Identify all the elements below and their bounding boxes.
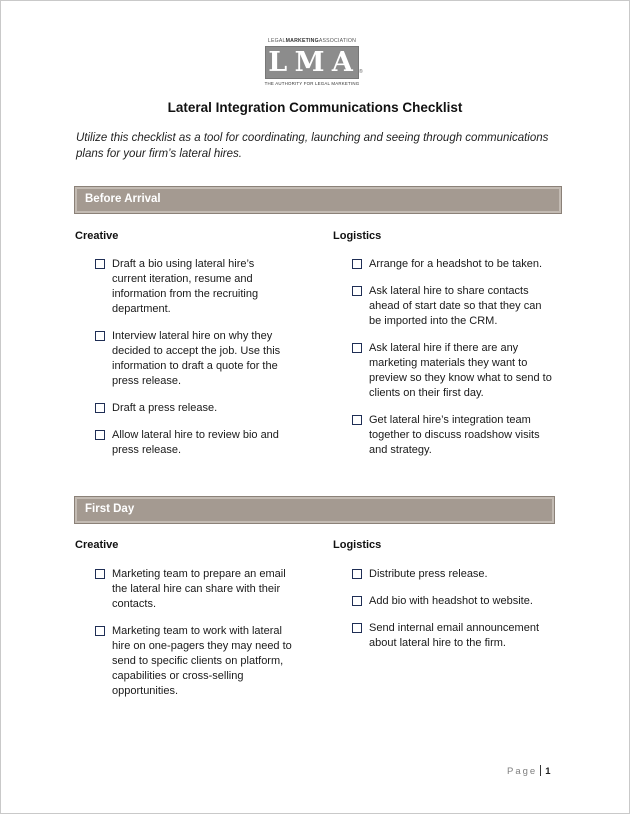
checkbox[interactable] bbox=[95, 331, 105, 341]
page-number: 1 bbox=[545, 766, 551, 777]
checklist-item-label: Arrange for a headshot to be taken. bbox=[369, 258, 543, 270]
checklist-item bbox=[95, 401, 285, 416]
checkbox[interactable] bbox=[352, 286, 362, 296]
logo-tagline-top: LEGALMARKETINGASSOCIATION bbox=[267, 38, 357, 44]
checklist-item bbox=[95, 567, 295, 612]
checkbox[interactable] bbox=[352, 343, 362, 353]
checklist-item bbox=[352, 621, 552, 651]
checklist-item bbox=[352, 413, 552, 458]
checklist-item bbox=[352, 284, 552, 329]
logo-letters bbox=[265, 47, 357, 77]
page-label: Page bbox=[507, 766, 538, 777]
document-title: Lateral Integration Communications Checklist bbox=[167, 100, 463, 115]
checklist-item bbox=[352, 341, 552, 401]
section-heading-first-day bbox=[74, 496, 555, 524]
checklist-item bbox=[352, 567, 552, 582]
checkbox[interactable] bbox=[95, 259, 105, 269]
column-heading-logistics: Logistics bbox=[333, 539, 382, 551]
checklist-first-day-logistics bbox=[352, 567, 552, 651]
checklist-item-label: Draft a bio using lateral hire’s current iteration, resume and information from the recruiting department. bbox=[112, 258, 259, 315]
checklist-item bbox=[95, 428, 285, 458]
checklist-item bbox=[95, 624, 295, 699]
checkbox[interactable] bbox=[352, 596, 362, 606]
checklist-item bbox=[352, 594, 552, 609]
checkbox[interactable] bbox=[352, 259, 362, 269]
checklist-item-label: Draft a press release. bbox=[112, 402, 218, 414]
checklist-item bbox=[95, 257, 285, 317]
logo-letter-a: A bbox=[331, 46, 354, 78]
checklist-first-day-creative bbox=[95, 567, 295, 699]
checkbox[interactable] bbox=[95, 430, 105, 440]
section-heading-label: First Day bbox=[85, 503, 135, 515]
page-footer bbox=[507, 765, 550, 777]
checkbox[interactable] bbox=[352, 623, 362, 633]
logo-tagline-bottom: THE AUTHORITY FOR LEGAL MARKETING bbox=[264, 81, 360, 86]
lma-logo bbox=[264, 38, 364, 90]
registered-mark-icon: ® bbox=[359, 69, 363, 75]
checklist-before-arrival-creative bbox=[95, 257, 285, 458]
checklist-item-label: Send internal email announcement about lateral hire to the firm. bbox=[369, 622, 540, 649]
checkbox[interactable] bbox=[352, 415, 362, 425]
checklist-item-label: Ask lateral hire to share contacts ahead of start date so that they can be imported into the CRM. bbox=[369, 285, 542, 327]
checklist-item-label: Allow lateral hire to review bio and press release. bbox=[112, 429, 279, 456]
column-heading-creative: Creative bbox=[75, 230, 119, 242]
checklist-item-label: Marketing team to prepare an email the lateral hire can share with their contacts. bbox=[112, 568, 286, 610]
logo-letter-l: L bbox=[268, 46, 289, 78]
footer-separator bbox=[540, 765, 541, 776]
column-heading-logistics: Logistics bbox=[333, 230, 382, 242]
checklist-item bbox=[352, 257, 552, 272]
checkbox[interactable] bbox=[95, 626, 105, 636]
section-heading-before-arrival bbox=[74, 186, 562, 214]
checklist-item-label: Interview lateral hire on why they decided to accept the job. Use this information to draft a quote for the press release. bbox=[112, 330, 281, 387]
logo-letter-m: M bbox=[294, 46, 326, 78]
intro-text: Utilize this checklist as a tool for coordinating, launching and seeing through communications plans for your firm’s lateral hires. bbox=[76, 132, 549, 160]
checklist-item-label: Ask lateral hire if there are any marketing materials they want to preview so they know what to send to clients on their first day. bbox=[369, 342, 552, 399]
checklist-item bbox=[95, 329, 285, 389]
checkbox[interactable] bbox=[95, 569, 105, 579]
checklist-item-label: Add bio with headshot to website. bbox=[369, 595, 533, 607]
column-heading-creative: Creative bbox=[75, 539, 119, 551]
section-heading-label: Before Arrival bbox=[85, 193, 161, 205]
checkbox[interactable] bbox=[352, 569, 362, 579]
checklist-item-label: Marketing team to work with lateral hire on one-pagers they may need to send to specific clients on platform, capabilities or cross-selling opportunities. bbox=[112, 625, 292, 697]
checklist-before-arrival-logistics bbox=[352, 257, 552, 458]
checkbox[interactable] bbox=[95, 403, 105, 413]
checklist-item-label: Get lateral hire’s integration team together to discuss roadshow visits and strategy. bbox=[369, 414, 540, 456]
checklist-item-label: Distribute press release. bbox=[369, 568, 488, 580]
